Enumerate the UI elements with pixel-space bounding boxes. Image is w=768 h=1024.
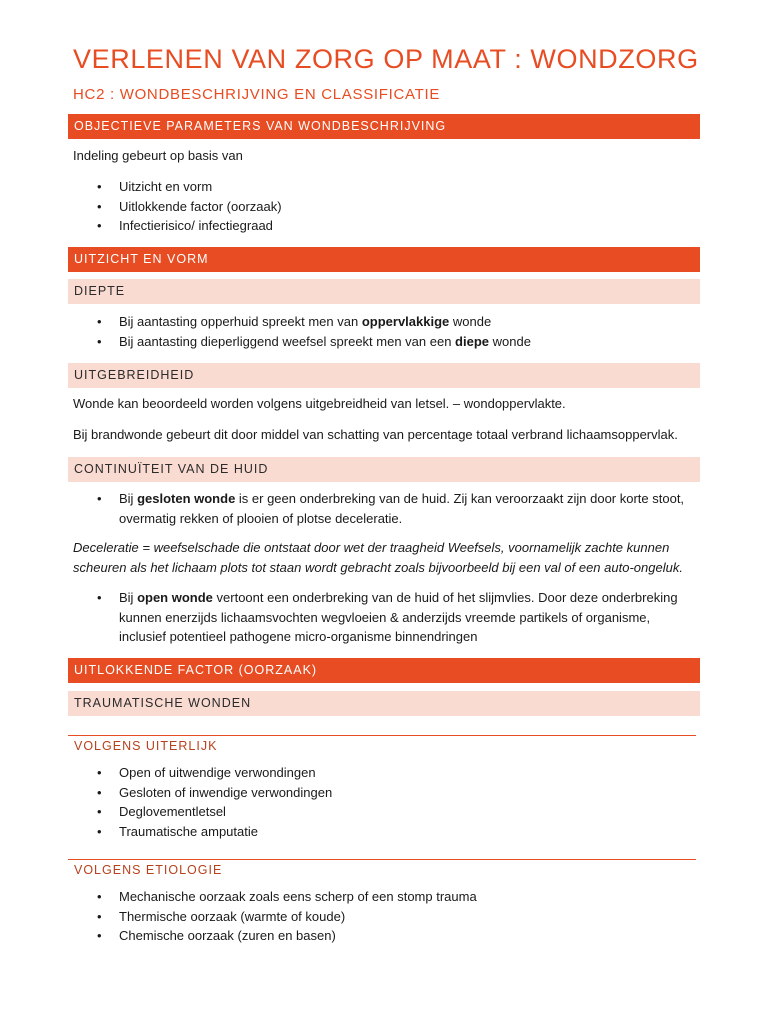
uitgebreidheid-text-1: Wonde kan beoordeeld worden volgens uitgebreidheid van letsel. – wondoppervlakte.: [73, 396, 566, 411]
bullet-icon: •: [97, 804, 102, 819]
bullet-icon: •: [97, 333, 102, 349]
diepte-list: [68, 312, 700, 351]
uiterlijk-list: [68, 763, 700, 841]
heading-diepte: DIEPTE: [68, 279, 700, 304]
heading-uitgebreidheid: UITGEBREIDHEID: [68, 363, 700, 388]
list-item: • Thermische oorzaak (warmte of koude): [68, 907, 689, 927]
heading-volgens-etiologie: VOLGENS ETIOLOGIE: [68, 859, 696, 879]
heading-volgens-uiterlijk: VOLGENS UITERLIJK: [68, 735, 696, 755]
bullet-icon: •: [97, 198, 102, 214]
continuiteit-list-1: [68, 489, 700, 528]
heading-uitzicht-en-vorm: UITZICHT EN VORM: [68, 247, 700, 272]
bullet-icon: •: [97, 765, 102, 780]
bullet-icon: •: [97, 823, 102, 839]
list-item: • Bij aantasting opperhuid spreekt men van oppervlakkige wonde: [68, 312, 689, 332]
list-item: • Bij gesloten wonde is er geen onderbreking van de huid. Zij kan veroorzaakt zijn door korte stoot, overmatig rekken of plooien of plotse deceleratie.: [97, 491, 685, 526]
deceleratie-definition: Deceleratie = weefselschade die ontstaat door wet der traagheid Weefsels, voornamelijk zachte kunnen scheuren als het lichaam plots tot staan wordt gebracht zoals bijvoorbeeld bij een val of een auto-ongeluk.: [73, 540, 683, 575]
list-item: • Traumatische amputatie: [68, 822, 689, 842]
bullet-icon: •: [97, 218, 102, 233]
list-item: • Gesloten of inwendige verwondingen: [68, 783, 689, 803]
list-item: • Uitzicht en vorm: [68, 177, 689, 197]
bullet-icon: •: [97, 908, 102, 924]
list-item: • Infectierisico/ infectiegraad: [68, 216, 689, 236]
bullet-icon: •: [97, 491, 102, 506]
continuiteit-list-2: [68, 588, 700, 647]
bullet-icon: •: [97, 590, 102, 605]
list-item: • Open of uitwendige verwondingen: [68, 763, 689, 783]
heading-continuiteit: CONTINUÏTEIT VAN DE HUID: [68, 457, 700, 482]
bullet-icon: •: [97, 928, 102, 943]
list-item: • Chemische oorzaak (zuren en basen): [68, 926, 689, 946]
list-item: • Bij aantasting dieperliggend weefsel spreekt men van een diepe wonde: [68, 332, 689, 352]
objectieve-list: [68, 177, 700, 236]
bullet-icon: •: [97, 314, 102, 329]
list-item: • Bij open wonde vertoont een onderbreking van de huid of het slijmvlies. Door deze onderbreking kunnen enerzijds lichaamsvochten wegvloeien & anderzijds vreemde partikels of organisme, inclusief potentieel pathogene micro-organisme binnendringen: [97, 590, 678, 644]
etiologie-list: [68, 887, 700, 946]
document-title: VERLENEN VAN ZORG OP MAAT : WONDZORG: [73, 44, 699, 74]
uitgebreidheid-text-2: Bij brandwonde gebeurt dit door middel van schatting van percentage totaal verbrand lichaamsoppervlak.: [73, 427, 678, 442]
list-item: • Deglovementletsel: [68, 802, 689, 822]
intro-text: Indeling gebeurt op basis van: [73, 148, 243, 163]
bullet-icon: •: [97, 889, 102, 904]
heading-traumatische-wonden: TRAUMATISCHE WONDEN: [68, 691, 700, 716]
list-item: • Uitlokkende factor (oorzaak): [68, 197, 689, 217]
bullet-icon: •: [97, 784, 102, 800]
heading-objectieve-parameters: OBJECTIEVE PARAMETERS VAN WONDBESCHRIJVING: [68, 114, 700, 139]
bullet-icon: •: [97, 179, 102, 194]
document-subtitle: HC2 : WONDBESCHRIJVING EN CLASSIFICATIE: [73, 86, 441, 103]
heading-uitlokkende-factor: UITLOKKENDE FACTOR (OORZAAK): [68, 658, 700, 683]
list-item: • Mechanische oorzaak zoals eens scherp of een stomp trauma: [68, 887, 689, 907]
